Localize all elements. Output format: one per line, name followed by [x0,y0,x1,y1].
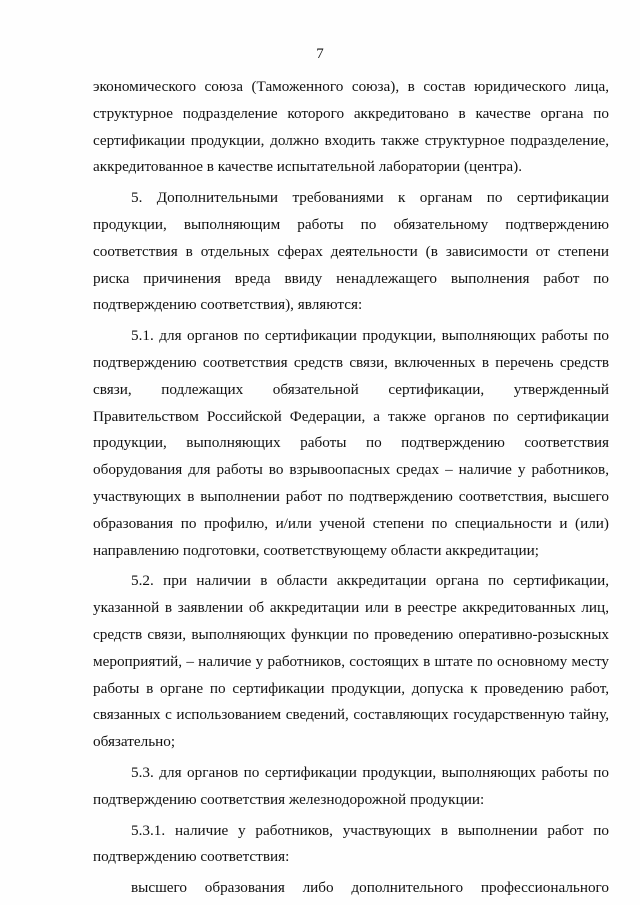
document-body [93,74,609,902]
page-number: 7 [316,46,324,62]
paragraph-item-5-3-1: 5.3.1. наличие у работников, участвующих в выполнении работ по подтверждению соответствия: [93,821,609,866]
paragraph-item-continued: высшего образования либо дополнительного профессионального [131,879,609,897]
paragraph-item-5-3: 5.3. для органов по сертификации продукции, выполняющих работы по подтверждению соответствия железнодорожной продукции: [93,763,609,808]
paragraph-item-5-1: 5.1. для органов по сертификации продукции, выполняющих работы по подтверждению соответствия средств связи, включенных в перечень средств связи, подлежащих обязательной сертификации, утвержденный Правительством Российской Федерации, а также органов по сертификации продукции, выполняющих работы по подтверждению соответствия оборудования для работы во взрывоопасных средах – наличие у работников, участвующих в выполнении работ по подтверждению соответствия, высшего образования по профилю, и/или ученой степени по специальности и (или) направлению подготовки, соответствующему области аккредитации; [93,327,609,559]
paragraph-item-5: 5. Дополнительными требованиями к органам по сертификации продукции, выполняющим работы по обязательному подтверждению соответствия в отдельных сферах деятельности (в зависимости от степени риска причинения вреда ввиду ненадлежащего выполнения работ по подтверждению соответствия), являются: [93,189,609,314]
paragraph-item-5-2: 5.2. при наличии в области аккредитации органа по сертификации, указанной в заявлении об аккредитации или в реестре аккредитованных лиц, средств связи, выполняющих функции по проведению оперативно-розыскных мероприятий, – наличие у работников, состоящих в штате по основному месту работы в органе по сертификации продукции, допуска к проведению работ, связанных с использованием сведений, составляющих государственную тайну, обязательно; [93,572,609,751]
paragraph-continuation: экономического союза (Таможенного союза), в состав юридического лица, структурное подразделение которого аккредитовано в качестве органа по сертификации продукции, должно входить также структурное подразделение, аккредитованное в качестве испытательной лаборатории (центра). [93,78,609,176]
